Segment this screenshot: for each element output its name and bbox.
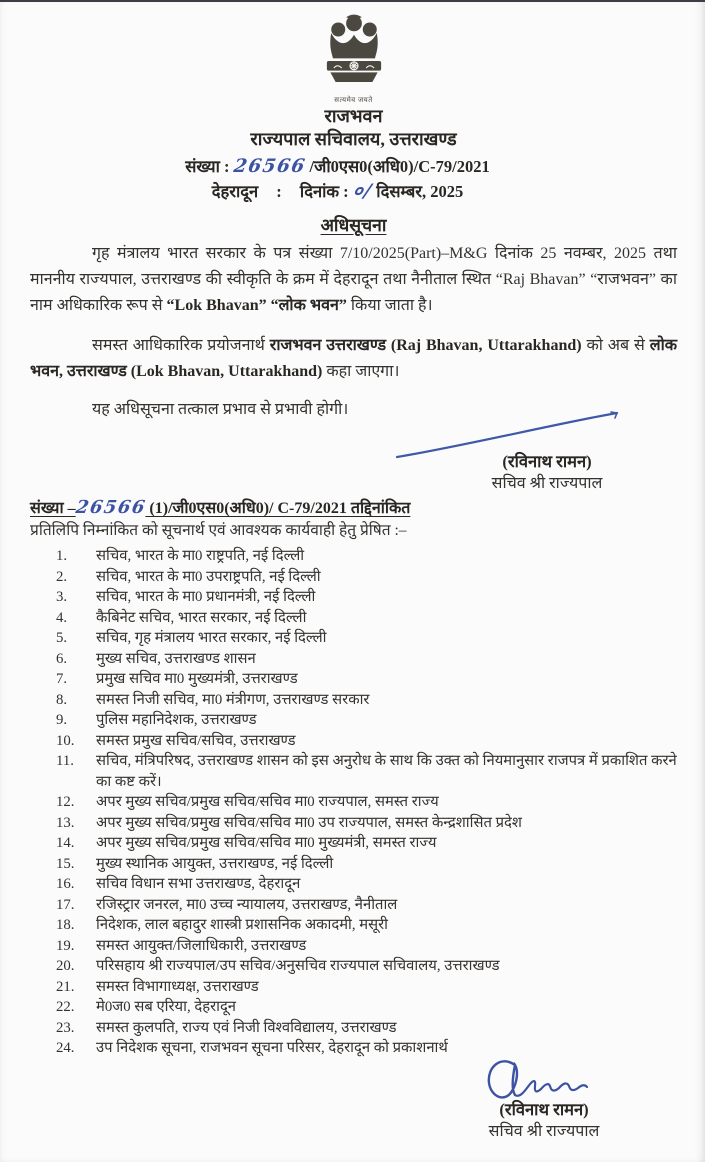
para1-bold-lok-bhavan: “Lok Bhavan” “लोक भवन” — [166, 297, 347, 314]
list-item — [96, 792, 677, 813]
signature-block-bottom — [449, 1053, 639, 1143]
date-label: दिनांक : — [299, 182, 349, 201]
separator-colon: : — [276, 182, 282, 201]
emblem-block — [30, 12, 677, 105]
list-item — [96, 895, 677, 916]
list-item — [96, 710, 677, 731]
list-item — [96, 567, 677, 588]
signatory-designation: सचिव श्री राज्यपाल — [491, 475, 603, 492]
list-item-text: मुख्य स्थानिक आयुक्त, उत्तराखण्ड, नई दिल्ली — [96, 855, 334, 872]
list-item — [96, 628, 677, 649]
list-item-text: पुलिस महानिदेशक, उत्तराखण्ड — [96, 712, 257, 728]
date-suffix: दिसम्बर, 2025 — [376, 182, 464, 201]
list-item — [96, 813, 677, 834]
list-item-text: सचिव, भारत के मा0 उपराष्ट्रपति, नई दिल्ली — [96, 568, 321, 585]
place-label: देहरादून — [211, 182, 259, 201]
list-item-text: सचिव विधान सभा उत्तराखण्ड, देहरादून — [96, 876, 301, 892]
list-item-text: निदेशक, लाल बहादुर शास्त्री प्रशासनिक अकादमी, मसूरी — [96, 917, 389, 933]
para2-tail: कहा जाएगा। — [322, 363, 400, 380]
list-item-text: सचिव, मंत्रिपरिषद, उत्तराखण्ड शासन को इस अनुरोध के साथ कि उक्त को नियमानुसार राजपत्र में प्रकाशित करने का कष्ट करें। — [96, 753, 677, 790]
notification-paragraph-2 — [30, 333, 677, 385]
signatory-text-top — [447, 451, 647, 495]
list-item-text: सचिव, भारत के मा0 राष्ट्रपति, नई दिल्ली — [96, 548, 305, 564]
handwritten-signature-icon — [481, 1053, 607, 1105]
list-item — [96, 731, 677, 752]
list-item — [96, 874, 677, 895]
list-item — [96, 854, 677, 875]
distribution-list — [30, 546, 677, 1059]
para1-tail: किया जाता है। — [346, 297, 433, 314]
list-item — [96, 751, 677, 792]
list-item-text: कैबिनेट सचिव, भारत सरकार, नई दिल्ली — [96, 609, 307, 626]
list-item-text: समस्त विभागाध्यक्ष, उत्तराखण्ड — [96, 978, 259, 995]
list-item — [96, 1018, 677, 1039]
list-item-text: प्रमुख सचिव मा0 मुख्यमंत्री, उत्तराखण्ड — [96, 671, 298, 687]
copy-number-prefix: संख्या – — [30, 500, 76, 517]
ref-number-suffix: /जी0एस0(अधि0)/C-79/2021 — [309, 157, 490, 176]
list-item — [96, 690, 677, 711]
list-item — [96, 997, 677, 1018]
list-item — [96, 1038, 677, 1059]
scan-edge-artifact — [0, 0, 705, 2]
list-item — [96, 587, 677, 608]
list-item — [96, 608, 677, 629]
list-item-text: उप निदेशक सूचना, राजभवन सूचना परिसर, देहरादून को प्रकाशनार्थ — [96, 1040, 448, 1056]
notification-paragraph-1 — [30, 241, 677, 319]
list-item-text: समस्त कुलपति, राज्य एवं निजी विश्वविद्यालय, उत्तराखण्ड — [96, 1019, 397, 1036]
reference-number-line — [123, 154, 553, 179]
para2-text: समस्त आधिकारिक प्रयोजनार्थ — [92, 337, 270, 354]
list-item-text: परिसहाय श्री राज्यपाल/उप सचिव/अनुसचिव राज्यपाल सचिवालय, उत्तराखण्ड — [96, 958, 500, 974]
reference-block — [123, 154, 553, 204]
ref-number-handwritten: 26566 — [231, 156, 308, 177]
list-item — [96, 546, 677, 567]
date-handwritten: ०/ — [350, 181, 375, 202]
copy-number-suffix: (1)/जी0एस0(अधि0)/ C-79/2021 तद्दिनांकित — [145, 500, 411, 517]
para1-text: गृह मंत्रालय भारत सरकार के पत्र संख्या 7/10/2025(Part)–M&G दिनांक 25 नवम्बर, 2025 तथा माननीय राज्यपाल, उत्तराखण्ड की स्वीकृति के क्रम में देहरादून तथा नैनीताल स्थित “Raj Bhavan” “राजभवन” का नाम अधिकारिक रूप से — [30, 245, 677, 314]
list-item — [96, 649, 677, 670]
para2-bold-raj-bhavan: राजभवन उत्तराखण्ड (Raj Bhavan, Uttarakhand) — [269, 337, 582, 354]
list-item — [96, 833, 677, 854]
list-item-text: सचिव, गृह मंत्रालय भारत सरकार, नई दिल्ली — [96, 630, 327, 646]
para2-mid: को अब से — [581, 337, 650, 354]
emblem-motto: सत्यमेव जयते — [334, 96, 373, 104]
signatory-name: (रविनाथ रामन) — [499, 1099, 589, 1119]
list-item-text: रजिस्ट्रार जनरल, मा0 उच्च न्यायालय, उत्तराखण्ड, नैनीताल — [96, 896, 398, 913]
ref-number-prefix: संख्या : — [185, 157, 230, 176]
list-item — [96, 936, 677, 957]
ashoka-emblem-icon — [314, 12, 394, 96]
list-item — [96, 669, 677, 690]
list-item-text: मुख्य सचिव, उत्तराखण्ड शासन — [96, 650, 256, 667]
signature-block-top — [30, 423, 677, 497]
copy-intro-line: प्रतिलिपि निम्नांकित को सूचनार्थ एवं आवश्यक कार्यवाही हेतु प्रेषित :– — [30, 522, 407, 539]
list-item — [96, 977, 677, 998]
list-item — [96, 915, 677, 936]
list-item-text: समस्त आयुक्त/जिलाधिकारी, उत्तराखण्ड — [96, 937, 307, 954]
date-line — [123, 179, 553, 204]
notification-title: अधिसूचना — [320, 215, 387, 235]
signatory-designation: सचिव श्री राज्यपाल — [488, 1122, 600, 1140]
org-department: राज्यपाल सचिवालय, उत्तराखण्ड — [250, 129, 457, 149]
list-item — [96, 956, 677, 977]
list-item-text: अपर मुख्य सचिव/प्रमुख सचिव/सचिव मा0 उप राज्यपाल, समस्त केन्द्रशासित प्रदेश — [96, 814, 522, 831]
list-item-text: मे0ज0 सब एरिया, देहरादून — [96, 999, 237, 1015]
list-item-text: अपर मुख्य सचिव/प्रमुख सचिव/सचिव मा0 मुख्यमंत्री, समस्त राज्य — [96, 835, 437, 851]
signatory-name: (रविनाथ रामन) — [502, 452, 592, 471]
para2-bold-lok-bhavan: लोक भवन, उत्तराखण्ड (Lok Bhavan, Uttarakhand) — [30, 337, 678, 380]
org-name: राजभवन — [324, 106, 383, 126]
copy-number-handwritten: 26566 — [73, 497, 148, 518]
list-item-text: समस्त प्रमुख सचिव/सचिव, उत्तराखण्ड — [96, 732, 296, 749]
notification-paragraph-3: यह अधिसूचना तत्काल प्रभाव से प्रभावी होगी। — [92, 401, 349, 418]
list-item-text: अपर मुख्य सचिव/प्रमुख सचिव/सचिव मा0 राज्यपाल, समस्त राज्य — [96, 794, 439, 810]
copy-reference-line — [30, 497, 677, 520]
list-item-text: समस्त निजी सचिव, मा0 मंत्रीगण, उत्तराखण्ड सरकार — [96, 691, 370, 708]
list-item-text: सचिव, भारत के मा0 प्रधानमंत्री, नई दिल्ली — [96, 589, 316, 605]
